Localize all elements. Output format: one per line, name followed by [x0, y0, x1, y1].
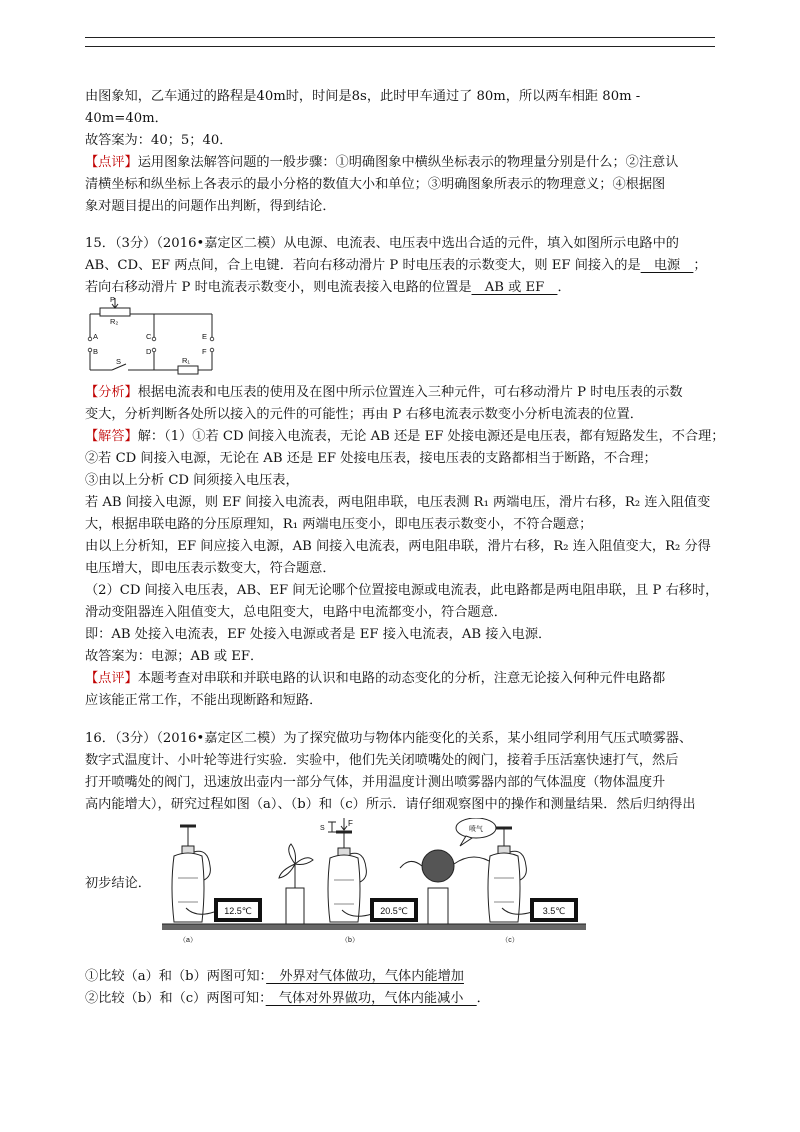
q15-solution-line-7: 电压增大，即电压表示数变大，符合题意． — [85, 561, 336, 576]
q14-answer: 故答案为：40；5；40． — [85, 133, 233, 148]
q16-stem-line-1: 16．（3分）（2016•嘉定区二模）为了探究做功与物体内能变化的关系，某小组同学利用气压式喷雾器、 — [85, 731, 693, 746]
thermometer-display-b — [370, 898, 418, 922]
q15-stem-text: AB、CD、EF 两点间，合上电键．若向右移动滑片 P 时电压表的示数变大，则 EF 间接入的是 — [85, 258, 641, 273]
thermometer-display-c — [530, 898, 578, 922]
q15-analysis-line-1 — [85, 382, 725, 404]
q15-solution-text: 解：（1）①若 CD 间接入电流表，无论 AB 还是 EF 处接电源还是电压表，都有短路发生，不合理； — [137, 429, 725, 444]
label-distance: S — [320, 825, 325, 832]
q15-solution-line-10: 即：AB 处接入电流表，EF 处接入电源或者是 EF 接入电流表，AB 接入电源． — [85, 627, 552, 642]
temp-b: 20.5℃ — [380, 906, 408, 916]
q16-stem-line-5: 初步结论． — [85, 876, 151, 891]
pinwheel — [279, 844, 313, 924]
q15-stem-line-2 — [85, 255, 725, 277]
q14-review-line-2: 清横坐标和纵坐标上各表示的最小分格的数值大小和单位；③明确图象所表示的物理意义；④根据图 — [85, 177, 666, 192]
temp-a: 12.5℃ — [224, 906, 252, 916]
analysis-tag: 【分析】 — [85, 385, 138, 400]
q16-stem-line-4: 高内能增大），研究过程如图（a）、（b）和（c）所示．请仔细观察图中的操作和测量结果．然后归纳得出 — [85, 797, 696, 812]
label-c: C — [146, 332, 152, 341]
q16-result-line-2 — [85, 988, 725, 1010]
rheostat-r2 — [100, 308, 130, 316]
q15-solution-line-4: 若 AB 间接入电源，则 EF 间接入电流表，两电阻串联，电压表测 R₁ 两端电压，滑片右移，R₂ 连入阻值变 — [85, 495, 711, 510]
q16-result-prefix-1: ①比较（a）和（b）两图可知： — [85, 969, 267, 984]
comment-tag: 【点评】 — [85, 671, 138, 686]
q14-line-1: 由图象知，乙车通过的路程是40m时，时间是8s，此时甲车通过了 80m，所以两车相距 80m - — [85, 89, 641, 104]
q14-review-line-1 — [85, 152, 725, 174]
header-rule-bottom — [85, 46, 715, 47]
sprayer-c — [488, 828, 532, 922]
label-b: B — [93, 347, 99, 356]
table — [162, 924, 586, 930]
q15-solution-line-1 — [85, 426, 725, 448]
q14-line-2: 40m=40m． — [85, 111, 168, 126]
q16-result-prefix-2: ②比较（b）和（c）两图可知： — [85, 991, 266, 1006]
q16-result-punct: ． — [476, 991, 490, 1006]
q15-solution-line-5: 大，根据串联电路的分压原理知，R₁ 两端电压变小，即电压表示数变小，不符合题意； — [85, 517, 593, 532]
q14-review-line-3: 象对题目提出的问题作出判断，得到结论． — [85, 199, 336, 214]
q15-solution-line-2: ②若 CD 间接入电源，无论在 AB 还是 EF 处接电压表，接电压表的支路都相当于断路，不合理； — [85, 451, 657, 466]
q15-analysis-text: 根据电流表和电压表的使用及在图中所示位置连入三种元件，可右移动滑片 P 时电压表的示数 — [137, 385, 683, 400]
q16-result-line-1 — [85, 966, 725, 988]
label-r1: R₁ — [182, 356, 190, 365]
label-force: F — [348, 819, 353, 828]
panel-label-c: （c） — [501, 937, 519, 944]
q16-stem-line-3: 打开喷嘴处的阀门，迅速放出壶内一部分气体，并用温度计测出喷雾器内部的气体温度（物体温度升 — [85, 775, 666, 790]
q16-answer-2: 气体对外界做功，气体内能减小 — [265, 991, 477, 1006]
label-p: P — [110, 295, 116, 304]
q15-answer-blank-2: AB 或 EF — [471, 280, 558, 295]
q16-stem-line-2: 数字式温度计、小叶轮等进行实验．实验中，他们先关闭喷嘴处的阀门，接着手压活塞快速打气，然后 — [85, 753, 679, 768]
q15-stem-punct-2: ． — [557, 280, 571, 295]
panel-label-a: （a） — [179, 937, 197, 944]
label-r2: R₂ — [110, 317, 119, 326]
q15-solution-line-8: （2）CD 间接入电压表，AB、EF 间无论哪个位置接电源或电流表，此电路都是两电阻串联，且 P 右移时， — [85, 583, 719, 598]
q14-review-text: 运用图象法解答问题的一般步骤：①明确图象中横纵坐标表示的物理量分别是什么；②注意认 — [137, 155, 679, 170]
sprayer-experiment-figure — [160, 818, 590, 948]
q15-stem-punct: ； — [693, 258, 707, 273]
bubble-text: 喷气 — [469, 826, 483, 833]
q15-solution-line-3: ③由以上分析 CD 间须接入电压表， — [85, 473, 299, 488]
label-d: D — [146, 347, 152, 356]
label-f: F — [202, 347, 207, 356]
sprayer-a — [172, 826, 214, 922]
q15-stem-line-1: 15．（3分）（2016•嘉定区二模）从电源、电流表、电压表中选出合适的元件，填入如图所示电路中的 — [85, 236, 679, 251]
q15-comment-text: 本题考查对串联和并联电路的认识和电路的动态变化的分析，注意无论接入何种元件电路都 — [137, 671, 666, 686]
panel-label-b: （b） — [341, 937, 359, 944]
label-a: A — [93, 332, 99, 341]
q15-solution-line-9: 滑动变阻器连入阻值变大，总电阻变大，电路中电流都变小，符合题意． — [85, 605, 507, 620]
q15-solution-line-6: 由以上分析知，EF 间应接入电源，AB 间接入电流表，两电阻串联，滑片右移，R₂ 连入阻值变大，R₂ 分得 — [85, 539, 711, 554]
sprayer-b — [328, 832, 372, 922]
speech-bubble — [456, 818, 496, 846]
q15-analysis-line-2: 变大，分析判断各处所以接入的元件的可能性；再由 P 右移电流表示数变小分析电流表的位置． — [85, 407, 643, 422]
q15-comment-line-2: 应该能正常工作，不能出现断路和短路． — [85, 693, 323, 708]
review-tag: 【点评】 — [85, 155, 138, 170]
temp-c: 3.5℃ — [542, 906, 566, 916]
q15-solution-line-11: 故答案为：电源；AB 或 EF． — [85, 649, 264, 664]
circuit-diagram — [82, 294, 222, 378]
label-s: S — [116, 357, 122, 366]
q15-answer-blank-1: 电源 — [640, 258, 694, 273]
label-e: E — [202, 332, 208, 341]
force-arrow — [328, 818, 347, 832]
q15-stem-text-2: 若向右移动滑片 P 时电流表示数变小，则电流表接入电路的位置是 — [85, 280, 472, 295]
resistor-r1 — [178, 366, 198, 374]
solution-tag: 【解答】 — [85, 429, 138, 444]
thermometer-display-a — [214, 898, 262, 922]
q15-comment-line-1 — [85, 668, 725, 690]
q16-answer-1: 外界对气体做功，气体内能增加 — [266, 969, 464, 984]
header-rule-top — [85, 37, 715, 38]
